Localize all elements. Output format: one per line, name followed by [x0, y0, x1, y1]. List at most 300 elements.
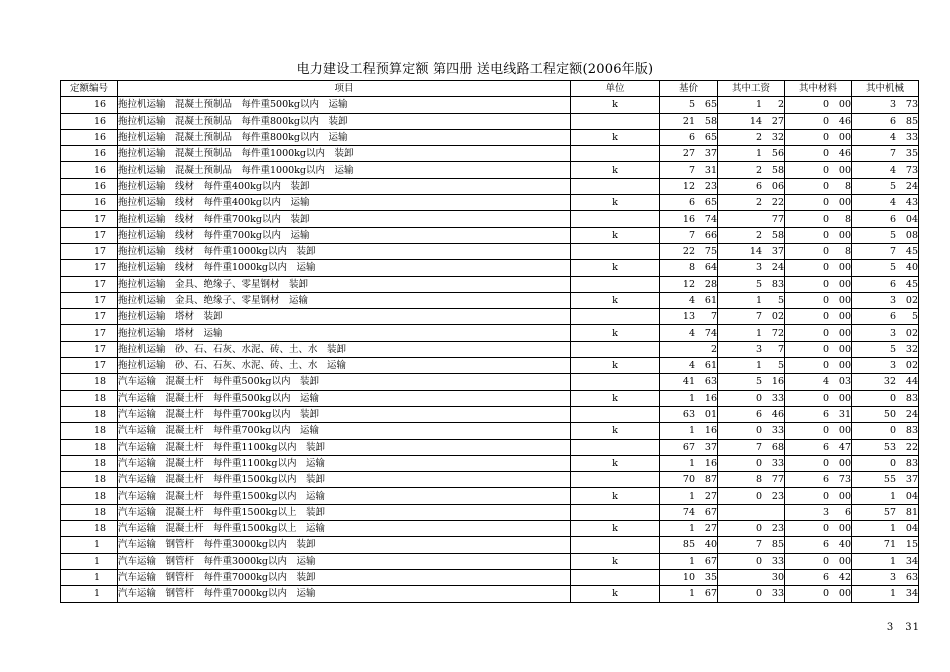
cell-unit: k: [571, 227, 660, 243]
base-dec: 65: [704, 99, 717, 111]
cell-item: 汽车运输 混凝土杆 每件重700kg以内 运输: [118, 423, 571, 439]
table-row: [61, 455, 919, 471]
machine-dec: 04: [905, 523, 918, 535]
cell-item: 拖拉机运输 线材 每件重400kg以内 装卸: [118, 178, 571, 194]
cell-unit: [571, 309, 660, 325]
cell-base: [660, 97, 718, 113]
cell-base: [660, 260, 718, 276]
cell-base: [660, 586, 718, 602]
cell-item: 拖拉机运输 混凝土预制品 每件重500kg以内 运输: [118, 97, 571, 113]
cell-labor: [718, 586, 785, 602]
header-base: 基价: [660, 81, 718, 97]
cell-machine: [852, 162, 919, 178]
table-row: [61, 537, 919, 553]
cell-code: [61, 586, 118, 602]
table-row: [61, 439, 919, 455]
base-dec: 31: [704, 164, 717, 176]
labor-int: 0: [755, 555, 762, 567]
cell-item: 汽车运输 混凝土杆 每件重500kg以内 运输: [118, 390, 571, 406]
machine-dec: 83: [905, 425, 918, 437]
material-dec: 00: [838, 197, 851, 209]
header-material: 其中材料: [785, 81, 852, 97]
code-part-1: 1: [93, 457, 100, 469]
cell-machine: [852, 488, 919, 504]
base-dec: 65: [704, 132, 717, 144]
base-dec: 27: [704, 523, 717, 535]
cell-machine: [852, 374, 919, 390]
labor-int: 7: [755, 311, 762, 323]
code-part-2: 6: [100, 132, 107, 144]
cell-base: [660, 358, 718, 374]
labor-dec: 23: [771, 523, 784, 535]
cell-material: [785, 341, 852, 357]
material-dec: 00: [838, 425, 851, 437]
cell-labor: [718, 423, 785, 439]
cell-item: 汽车运输 混凝土杆 每件重1100kg以内 装卸: [118, 439, 571, 455]
base-dec: 23: [704, 180, 717, 192]
cell-machine: [852, 406, 919, 422]
cell-machine: [852, 341, 919, 357]
cell-base: [660, 129, 718, 145]
cell-machine: [852, 537, 919, 553]
cell-material: [785, 439, 852, 455]
cell-code: [61, 146, 118, 162]
code-part-2: 6: [100, 197, 107, 209]
table-row: [61, 423, 919, 439]
code-part-2: 7: [100, 229, 107, 241]
code-part-2: 7: [100, 360, 107, 372]
table-row: [61, 488, 919, 504]
base-dec: 63: [704, 376, 717, 388]
labor-int: 2: [755, 132, 762, 144]
material-int: 0: [822, 164, 829, 176]
labor-dec: 24: [771, 262, 784, 274]
base-dec: 67: [704, 588, 717, 600]
cell-base: [660, 374, 718, 390]
cell-machine: [852, 521, 919, 537]
cell-unit: k: [571, 488, 660, 504]
machine-int: 4: [889, 164, 896, 176]
machine-int: 1: [889, 588, 896, 600]
code-part-2: 8: [100, 474, 107, 486]
base-int: 1: [688, 425, 695, 437]
base-dec: 65: [704, 197, 717, 209]
labor-int: 0: [755, 457, 762, 469]
table-row: [61, 97, 919, 113]
cell-unit: k: [571, 260, 660, 276]
labor-dec: 33: [771, 425, 784, 437]
cell-labor: [718, 129, 785, 145]
cell-labor: [718, 488, 785, 504]
cell-code: [61, 374, 118, 390]
cell-material: [785, 553, 852, 569]
labor-dec: 06: [771, 180, 784, 192]
code-part-1: 1: [93, 213, 100, 225]
code-part-2: 6: [100, 164, 107, 176]
base-dec: 16: [704, 425, 717, 437]
code-part-1: 1: [93, 523, 100, 535]
machine-int: 32: [883, 376, 896, 388]
machine-dec: 15: [905, 539, 918, 551]
material-dec: 6: [844, 506, 851, 518]
cell-labor: [718, 472, 785, 488]
code-part-1: 1: [93, 246, 100, 258]
cell-material: [785, 146, 852, 162]
cell-unit: [571, 113, 660, 129]
cell-code: [61, 504, 118, 520]
machine-int: 0: [889, 425, 896, 437]
material-int: 6: [822, 474, 829, 486]
cell-material: [785, 227, 852, 243]
labor-int: 1: [755, 295, 762, 306]
cell-machine: [852, 325, 919, 341]
material-int: 4: [822, 376, 829, 388]
cell-material: [785, 195, 852, 211]
cell-item: 汽车运输 钢管杆 每件重3000kg以内 运输: [118, 553, 571, 569]
machine-dec: 73: [905, 99, 918, 111]
cell-unit: k: [571, 129, 660, 145]
cell-labor: [718, 292, 785, 308]
cell-labor: [718, 162, 785, 178]
material-int: 6: [822, 441, 829, 453]
material-int: 0: [822, 262, 829, 274]
labor-int: 7: [755, 441, 762, 453]
base-dec: 16: [704, 392, 717, 404]
material-int: 0: [822, 132, 829, 144]
material-dec: 00: [838, 555, 851, 567]
header-unit: 单位: [571, 81, 660, 97]
code-part-2: 8: [100, 376, 107, 388]
cell-base: [660, 504, 718, 520]
code-part-1: 1: [93, 278, 100, 290]
labor-int: 6: [755, 180, 762, 192]
material-dec: 46: [838, 148, 851, 160]
machine-dec: 02: [905, 360, 918, 372]
machine-dec: 22: [905, 441, 918, 453]
labor-dec: 16: [771, 376, 784, 388]
machine-dec: 63: [905, 572, 918, 584]
cell-material: [785, 504, 852, 520]
labor-int: 5: [755, 278, 762, 290]
machine-dec: 34: [905, 588, 918, 600]
machine-dec: 04: [905, 213, 918, 225]
machine-int: 0: [889, 457, 896, 469]
code-part-2: 7: [100, 246, 107, 258]
cell-code: [61, 178, 118, 194]
base-int: 21: [682, 115, 695, 127]
table-row: [61, 325, 919, 341]
cell-code: [61, 488, 118, 504]
code-part-1: 1: [93, 490, 100, 502]
cell-base: [660, 406, 718, 422]
labor-int: 1: [755, 148, 762, 160]
machine-dec: 5: [911, 311, 918, 323]
cell-base: [660, 309, 718, 325]
cell-unit: [571, 211, 660, 227]
machine-dec: 73: [905, 164, 918, 176]
cell-labor: [718, 195, 785, 211]
material-int: 6: [822, 539, 829, 551]
labor-int: 0: [755, 523, 762, 535]
cell-labor: [718, 569, 785, 585]
cell-item: 汽车运输 钢管杆 每件重7000kg以内 装卸: [118, 569, 571, 585]
table-row: [61, 195, 919, 211]
table-row: [61, 569, 919, 585]
cell-code: [61, 472, 118, 488]
machine-dec: 45: [905, 278, 918, 290]
labor-dec: 27: [771, 115, 784, 127]
machine-dec: 44: [905, 376, 918, 388]
machine-int: 3: [889, 572, 896, 584]
code-part-1: 1: [93, 474, 100, 486]
machine-int: 1: [889, 523, 896, 535]
machine-dec: 04: [905, 490, 918, 502]
code-part-1: 1: [93, 360, 100, 372]
code-part-1: 1: [93, 229, 100, 241]
base-dec: 74: [704, 213, 717, 225]
cell-labor: [718, 406, 785, 422]
cell-code: [61, 260, 118, 276]
code-part-2: 8: [100, 490, 107, 502]
cell-code: [61, 129, 118, 145]
cell-unit: k: [571, 586, 660, 602]
table-row: [61, 227, 919, 243]
cell-material: [785, 276, 852, 292]
page-number: 3 31: [886, 622, 920, 633]
cell-machine: [852, 586, 919, 602]
cell-item: 拖拉机运输 线材 每件重400kg以内 运输: [118, 195, 571, 211]
cell-unit: [571, 406, 660, 422]
table-row: [61, 553, 919, 569]
cell-unit: [571, 504, 660, 520]
cell-labor: [718, 455, 785, 471]
base-int: 12: [682, 180, 695, 192]
labor-dec: 33: [771, 588, 784, 600]
code-part-2: 6: [100, 99, 107, 111]
cell-machine: [852, 195, 919, 211]
machine-dec: 33: [905, 132, 918, 144]
cell-item: 拖拉机运输 混凝土预制品 每件重1000kg以内 运输: [118, 162, 571, 178]
material-int: 0: [822, 229, 829, 241]
machine-int: 5: [889, 229, 896, 241]
cell-machine: [852, 129, 919, 145]
cell-unit: [571, 178, 660, 194]
material-dec: 00: [838, 164, 851, 176]
cell-machine: [852, 504, 919, 520]
labor-dec: 02: [771, 311, 784, 323]
machine-dec: 43: [905, 197, 918, 209]
material-dec: 73: [838, 474, 851, 486]
header-code: 定额编号: [61, 81, 118, 97]
code-part-1: 1: [93, 343, 100, 355]
table-row: [61, 341, 919, 357]
cell-item: 汽车运输 混凝土杆 每件重700kg以内 装卸: [118, 406, 571, 422]
code-part-1: 1: [93, 588, 100, 600]
labor-int: 3: [755, 343, 762, 355]
base-int: 5: [688, 99, 695, 111]
machine-dec: 08: [905, 229, 918, 241]
cell-unit: k: [571, 195, 660, 211]
code-part-2: 8: [100, 457, 107, 469]
material-int: 0: [822, 278, 829, 290]
base-int: 6: [688, 197, 695, 209]
material-dec: 00: [838, 360, 851, 372]
code-part-1: 1: [93, 572, 100, 584]
header-row: [61, 81, 919, 97]
code-part-1: 1: [93, 409, 100, 421]
machine-int: 7: [889, 148, 896, 160]
cell-labor: [718, 374, 785, 390]
cell-machine: [852, 472, 919, 488]
cell-base: [660, 146, 718, 162]
code-part-2: 7: [100, 262, 107, 274]
cell-labor: [718, 309, 785, 325]
cell-material: [785, 292, 852, 308]
machine-dec: 35: [905, 148, 918, 160]
table-row: [61, 472, 919, 488]
cell-unit: k: [571, 455, 660, 471]
cell-code: [61, 292, 118, 308]
cell-machine: [852, 292, 919, 308]
cell-item: 汽车运输 混凝土杆 每件重1100kg以内 运输: [118, 455, 571, 471]
base-dec: 87: [704, 474, 717, 486]
labor-dec: 85: [771, 539, 784, 551]
labor-int: 7: [755, 539, 762, 551]
cell-unit: [571, 472, 660, 488]
labor-dec: 83: [771, 278, 784, 290]
cell-code: [61, 309, 118, 325]
base-dec: 01: [704, 409, 717, 421]
cell-code: [61, 553, 118, 569]
cell-code: [61, 211, 118, 227]
labor-dec: 72: [771, 327, 784, 339]
base-int: 41: [682, 376, 695, 388]
cell-labor: [718, 276, 785, 292]
base-dec: 16: [704, 457, 717, 469]
cell-unit: k: [571, 358, 660, 374]
cell-labor: [718, 553, 785, 569]
cell-code: [61, 97, 118, 113]
material-dec: 00: [838, 457, 851, 469]
cell-machine: [852, 97, 919, 113]
machine-dec: 83: [905, 457, 918, 469]
labor-dec: 30: [771, 572, 784, 584]
cell-machine: [852, 455, 919, 471]
cell-base: [660, 276, 718, 292]
cell-labor: [718, 113, 785, 129]
cell-item: 拖拉机运输 混凝土预制品 每件重800kg以内 装卸: [118, 113, 571, 129]
cell-material: [785, 488, 852, 504]
material-int: 0: [822, 311, 829, 323]
code-part-2: 7: [100, 295, 107, 306]
material-int: 0: [822, 343, 829, 355]
table-row: [61, 406, 919, 422]
machine-int: 6: [889, 213, 896, 225]
table-row: [61, 309, 919, 325]
base-dec: 67: [704, 555, 717, 567]
cell-material: [785, 211, 852, 227]
table-row: [61, 162, 919, 178]
machine-dec: 32: [905, 343, 918, 355]
code-part-2: 8: [100, 409, 107, 421]
cell-material: [785, 586, 852, 602]
base-int: 10: [682, 572, 695, 584]
cell-item: 拖拉机运输 砂、石、石灰、水泥、砖、土、水 运输: [118, 358, 571, 374]
base-dec: 66: [704, 229, 717, 241]
cell-machine: [852, 553, 919, 569]
code-part-2: 7: [100, 327, 107, 339]
cell-material: [785, 309, 852, 325]
cell-machine: [852, 390, 919, 406]
cell-code: [61, 113, 118, 129]
table-row: [61, 586, 919, 602]
cell-base: [660, 537, 718, 553]
labor-dec: 68: [771, 441, 784, 453]
cell-labor: [718, 439, 785, 455]
cell-base: [660, 325, 718, 341]
code-part-1: 1: [93, 115, 100, 127]
labor-int: 0: [755, 588, 762, 600]
code-part-2: 8: [100, 425, 107, 437]
machine-int: 71: [883, 539, 896, 551]
code-part-2: 7: [100, 311, 107, 323]
code-part-1: 1: [93, 327, 100, 339]
cell-machine: [852, 309, 919, 325]
labor-int: 2: [755, 229, 762, 241]
cell-code: [61, 455, 118, 471]
cell-code: [61, 406, 118, 422]
cell-material: [785, 97, 852, 113]
cell-unit: [571, 146, 660, 162]
cell-unit: [571, 341, 660, 357]
cell-material: [785, 358, 852, 374]
material-int: 0: [822, 457, 829, 469]
material-int: 0: [822, 99, 829, 111]
labor-int: 0: [755, 392, 762, 404]
code-part-1: 1: [93, 180, 100, 192]
cell-material: [785, 406, 852, 422]
cell-machine: [852, 569, 919, 585]
cell-code: [61, 537, 118, 553]
cell-labor: [718, 341, 785, 357]
machine-dec: 02: [905, 295, 918, 306]
cell-base: [660, 455, 718, 471]
cell-item: 汽车运输 混凝土杆 每件重1500kg以内 运输: [118, 488, 571, 504]
code-part-1: 1: [93, 506, 100, 518]
material-dec: 8: [844, 246, 851, 258]
machine-dec: 37: [905, 474, 918, 486]
cell-unit: k: [571, 423, 660, 439]
labor-int: 2: [755, 197, 762, 209]
cell-material: [785, 390, 852, 406]
labor-dec: 77: [771, 474, 784, 486]
labor-int: 2: [755, 164, 762, 176]
cell-code: [61, 390, 118, 406]
cell-base: [660, 113, 718, 129]
base-int: 67: [682, 441, 695, 453]
cell-item: 拖拉机运输 塔材 运输: [118, 325, 571, 341]
base-dec: 37: [704, 441, 717, 453]
machine-dec: 24: [905, 180, 918, 192]
cell-item: 拖拉机运输 线材 每件重1000kg以内 装卸: [118, 243, 571, 259]
machine-int: 4: [889, 197, 896, 209]
cell-code: [61, 569, 118, 585]
material-int: 0: [822, 555, 829, 567]
machine-dec: 85: [905, 115, 918, 127]
base-int: 22: [682, 246, 695, 258]
labor-dec: 56: [771, 148, 784, 160]
cell-material: [785, 521, 852, 537]
